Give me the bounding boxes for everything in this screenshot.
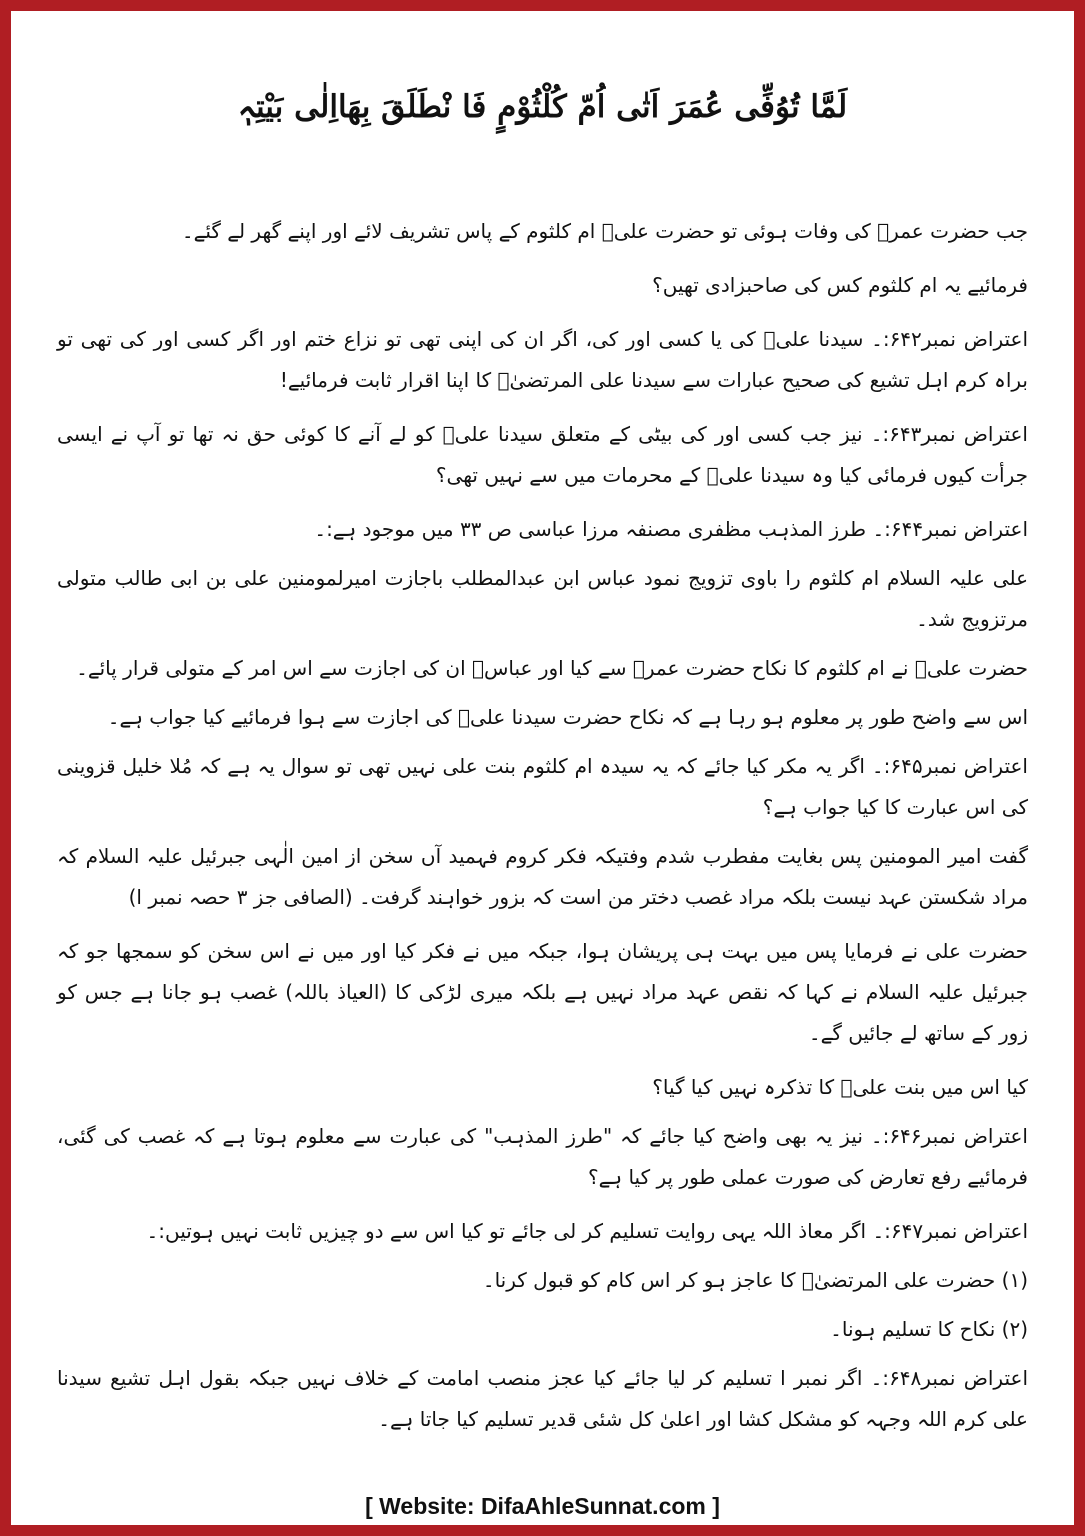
point-2: (۲) نکاح کا تسلیم ہونا۔ xyxy=(830,1317,1028,1341)
objection-643: اعتراض نمبر۶۴۳:۔ نیز جب کسی اور کی بیٹی کے متعلق سیدنا علیؓ کو لے آنے کا کوئی حق نہ تھا تو آپ نے ایسی جرأت کیوں فرمائی کیا وہ سیدنا علیؓ کے محرمات میں سے نہیں تھی؟ xyxy=(57,422,1028,487)
persian-quote-1: علی علیہ السلام ام کلثوم را باوی تزویج نمود عباس ابن عبدالمطلب باجازت امیرلمومنین علی بن ابی طالب متولی مرتزویج شد۔ xyxy=(57,566,1028,631)
paragraph-1: جب حضرت عمرؓ کی وفات ہوئی تو حضرت علیؓ ام کلثوم کے پاس تشریف لائے اور اپنے گھر لے گئے۔ xyxy=(181,219,1028,243)
translation-2: حضرت علی نے فرمایا پس میں بہت ہی پریشان ہوا، جبکہ میں نے فکر کیا اور میں نے اس سخن کو سمجھا جو کہ جبرئیل علیہ السلام نے کہا کہ نقص عہد مراد نہیں ہے بلکہ میری لڑکی کا (العیاذ باللہ) غصب ہو جانا ہے جس کو زور کے ساتھ لے جائیں گے۔ xyxy=(57,939,1028,1045)
conclusion-1: اس سے واضح طور پر معلوم ہو رہا ہے کہ نکاح حضرت سیدنا علیؓ کی اجازت سے ہوا فرمائیے کیا جواب ہے۔ xyxy=(107,705,1028,729)
arabic-heading: لَمَّا تُوُفِّی عُمَرَ اَتٰی اُمّ کُلْثُوْمٍ فَا نْطَلَقَ بِھَااِلٰی بَیْتِہٖ xyxy=(237,89,848,125)
objection-645: اعتراض نمبر۶۴۵:۔ اگر یہ مکر کیا جائے کہ یہ سیدہ ام کلثوم بنت علی نہیں تھی تو سوال یہ ہے کہ مُلا خلیل قزوینی کی اس عبارت کا کیا جواب ہے؟ xyxy=(57,754,1028,819)
website-footer: [ Website: DifaAhleSunnat.com ] xyxy=(365,1493,720,1519)
objection-644: اعتراض نمبر۶۴۴:۔ طرز المذہب مظفری مصنفہ مرزا عباسی ص ۳۳ میں موجود ہے:۔ xyxy=(314,517,1028,541)
objection-642: اعتراض نمبر۶۴۲:۔ سیدنا علیؓ کی یا کسی اور کی، اگر ان کی اپنی تھی تو نزاع ختم اور اگر کسی اور کی تھی تو براہ کرم اہل تشیع کی صحیح عبارات سے سیدنا علی المرتضیٰؓ کا اپنا اقرار ثابت فرمائیے! xyxy=(57,327,1028,392)
translation-1: حضرت علیؓ نے ام کلثوم کا نکاح حضرت عمرؓ سے کیا اور عباسؓ ان کی اجازت سے اس امر کے متولی قرار پائے۔ xyxy=(76,656,1028,680)
paragraph-2: فرمائیے یہ ام کلثوم کس کی صاحبزادی تھیں؟ xyxy=(652,273,1028,297)
document-body xyxy=(57,211,1028,1453)
persian-quote-2: گفت امیر المومنین پس بغایت مفطرب شدم وفتیکہ فکر کروم فہمید آں سخن از امین الٰہی جبرئیل علیہ السلام کہ مراد شکستن عہد نیست بلکہ مراد غصب دختر من است کہ بزور خواہند گرفت۔ (الصافی جز ۳ حصہ نمبر ا) xyxy=(57,844,1028,909)
objection-646: اعتراض نمبر۶۴۶:۔ نیز یہ بھی واضح کیا جائے کہ "طرز المذہب" کی عبارت سے معلوم ہوتا ہے کہ غصب کی گئی، فرمائیے رفع تعارض کی صورت عملی طور پر کیا ہے؟ xyxy=(57,1124,1028,1189)
question-1: کیا اس میں بنت علیؓ کا تذکرہ نہیں کیا گیا؟ xyxy=(652,1075,1028,1099)
objection-647: اعتراض نمبر۶۴۷:۔ اگر معاذ اللہ یہی روایت تسلیم کر لی جائے تو کیا اس سے دو چیزیں ثابت نہیں ہوتیں:۔ xyxy=(146,1219,1028,1243)
point-1: (۱) حضرت علی المرتضیٰؓ کا عاجز ہو کر اس کام کو قبول کرنا۔ xyxy=(482,1268,1028,1292)
objection-648: اعتراض نمبر۶۴۸:۔ اگر نمبر ا تسلیم کر لیا جائے کیا عجز منصب امامت کے خلاف نہیں جبکہ بقول اہل تشیع سیدنا علی کرم اللہ وجہہ کو مشکل کشا اور اعلیٰ کل شئی قدیر تسلیم کیا جاتا ہے۔ xyxy=(57,1366,1028,1431)
